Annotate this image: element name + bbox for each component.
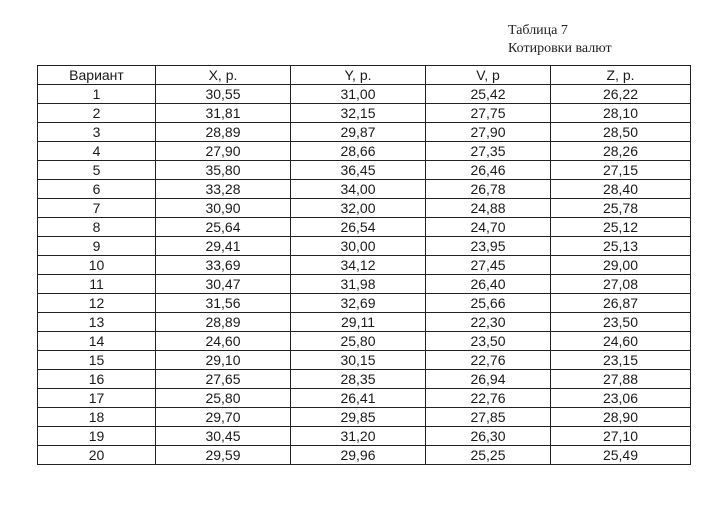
- cell-x: 31,56: [156, 294, 291, 313]
- table-row: [38, 408, 691, 427]
- cell-x: 28,89: [156, 123, 291, 142]
- table-row: [38, 389, 691, 408]
- cell-z: 25,12: [551, 218, 691, 237]
- cell-y: 32,00: [291, 199, 426, 218]
- cell-y: 28,35: [291, 370, 426, 389]
- cell-v: 25,66: [426, 294, 551, 313]
- cell-y: 34,00: [291, 180, 426, 199]
- cell-v: 24,70: [426, 218, 551, 237]
- cell-y: 26,54: [291, 218, 426, 237]
- cell-variant: 4: [38, 142, 156, 161]
- cell-variant: 10: [38, 256, 156, 275]
- table-row: [38, 446, 691, 465]
- header-v: V, р: [426, 66, 551, 85]
- cell-x: 31,81: [156, 104, 291, 123]
- table-row: [38, 294, 691, 313]
- cell-z: 28,26: [551, 142, 691, 161]
- cell-y: 26,41: [291, 389, 426, 408]
- cell-variant: 13: [38, 313, 156, 332]
- cell-v: 23,50: [426, 332, 551, 351]
- cell-y: 28,66: [291, 142, 426, 161]
- cell-variant: 2: [38, 104, 156, 123]
- cell-z: 28,50: [551, 123, 691, 142]
- cell-y: 32,15: [291, 104, 426, 123]
- table-row: [38, 218, 691, 237]
- cell-v: 26,94: [426, 370, 551, 389]
- cell-x: 29,41: [156, 237, 291, 256]
- cell-v: 27,35: [426, 142, 551, 161]
- cell-variant: 3: [38, 123, 156, 142]
- cell-x: 33,69: [156, 256, 291, 275]
- cell-variant: 17: [38, 389, 156, 408]
- table-row: [38, 123, 691, 142]
- cell-z: 27,88: [551, 370, 691, 389]
- cell-variant: 9: [38, 237, 156, 256]
- cell-y: 31,20: [291, 427, 426, 446]
- table-caption: [508, 22, 612, 58]
- cell-x: 30,55: [156, 85, 291, 104]
- cell-y: 32,69: [291, 294, 426, 313]
- cell-x: 24,60: [156, 332, 291, 351]
- table-row: [38, 180, 691, 199]
- cell-x: 33,28: [156, 180, 291, 199]
- table-row: [38, 142, 691, 161]
- cell-y: 31,98: [291, 275, 426, 294]
- cell-v: 24,88: [426, 199, 551, 218]
- cell-x: 29,70: [156, 408, 291, 427]
- cell-z: 28,90: [551, 408, 691, 427]
- cell-v: 22,30: [426, 313, 551, 332]
- cell-x: 29,59: [156, 446, 291, 465]
- cell-x: 25,80: [156, 389, 291, 408]
- cell-variant: 5: [38, 161, 156, 180]
- table-row: [38, 275, 691, 294]
- cell-z: 27,08: [551, 275, 691, 294]
- cell-v: 22,76: [426, 389, 551, 408]
- cell-z: 29,00: [551, 256, 691, 275]
- cell-v: 22,76: [426, 351, 551, 370]
- cell-x: 30,90: [156, 199, 291, 218]
- table-row: [38, 161, 691, 180]
- table-number: Таблица 7: [508, 23, 568, 38]
- cell-variant: 11: [38, 275, 156, 294]
- header-variant: Вариант: [38, 66, 156, 85]
- cell-v: 27,90: [426, 123, 551, 142]
- table-row: [38, 351, 691, 370]
- cell-y: 29,11: [291, 313, 426, 332]
- cell-y: 30,15: [291, 351, 426, 370]
- cell-variant: 16: [38, 370, 156, 389]
- cell-variant: 1: [38, 85, 156, 104]
- cell-z: 23,06: [551, 389, 691, 408]
- table-row: [38, 427, 691, 446]
- header-x: X, р.: [156, 66, 291, 85]
- cell-v: 25,42: [426, 85, 551, 104]
- cell-z: 28,10: [551, 104, 691, 123]
- cell-z: 23,15: [551, 351, 691, 370]
- cell-x: 29,10: [156, 351, 291, 370]
- table-row: [38, 256, 691, 275]
- cell-z: 24,60: [551, 332, 691, 351]
- cell-variant: 18: [38, 408, 156, 427]
- cell-y: 25,80: [291, 332, 426, 351]
- cell-x: 30,45: [156, 427, 291, 446]
- cell-v: 26,46: [426, 161, 551, 180]
- cell-v: 23,95: [426, 237, 551, 256]
- cell-variant: 14: [38, 332, 156, 351]
- table-row: [38, 237, 691, 256]
- cell-variant: 15: [38, 351, 156, 370]
- cell-v: 27,85: [426, 408, 551, 427]
- header-row: [38, 66, 691, 85]
- cell-z: 28,40: [551, 180, 691, 199]
- cell-variant: 7: [38, 199, 156, 218]
- table-row: [38, 104, 691, 123]
- cell-v: 27,75: [426, 104, 551, 123]
- cell-z: 23,50: [551, 313, 691, 332]
- cell-variant: 12: [38, 294, 156, 313]
- cell-y: 30,00: [291, 237, 426, 256]
- cell-v: 27,45: [426, 256, 551, 275]
- header-z: Z, р.: [551, 66, 691, 85]
- header-y: Y, р.: [291, 66, 426, 85]
- cell-z: 25,78: [551, 199, 691, 218]
- cell-x: 30,47: [156, 275, 291, 294]
- table-row: [38, 199, 691, 218]
- cell-y: 34,12: [291, 256, 426, 275]
- table-row: [38, 85, 691, 104]
- cell-y: 29,96: [291, 446, 426, 465]
- table-title: Котировки валют: [508, 41, 612, 56]
- cell-variant: 19: [38, 427, 156, 446]
- cell-variant: 20: [38, 446, 156, 465]
- table-row: [38, 332, 691, 351]
- cell-v: 26,78: [426, 180, 551, 199]
- cell-z: 25,13: [551, 237, 691, 256]
- table-row: [38, 370, 691, 389]
- cell-z: 25,49: [551, 446, 691, 465]
- cell-x: 27,65: [156, 370, 291, 389]
- cell-z: 26,87: [551, 294, 691, 313]
- cell-x: 25,64: [156, 218, 291, 237]
- cell-z: 26,22: [551, 85, 691, 104]
- cell-x: 27,90: [156, 142, 291, 161]
- cell-v: 26,40: [426, 275, 551, 294]
- cell-variant: 6: [38, 180, 156, 199]
- cell-y: 29,87: [291, 123, 426, 142]
- cell-v: 26,30: [426, 427, 551, 446]
- cell-y: 36,45: [291, 161, 426, 180]
- cell-y: 29,85: [291, 408, 426, 427]
- table-row: [38, 313, 691, 332]
- cell-z: 27,15: [551, 161, 691, 180]
- cell-x: 28,89: [156, 313, 291, 332]
- currency-quotes-table: [37, 65, 691, 465]
- cell-variant: 8: [38, 218, 156, 237]
- cell-v: 25,25: [426, 446, 551, 465]
- cell-x: 35,80: [156, 161, 291, 180]
- cell-y: 31,00: [291, 85, 426, 104]
- cell-z: 27,10: [551, 427, 691, 446]
